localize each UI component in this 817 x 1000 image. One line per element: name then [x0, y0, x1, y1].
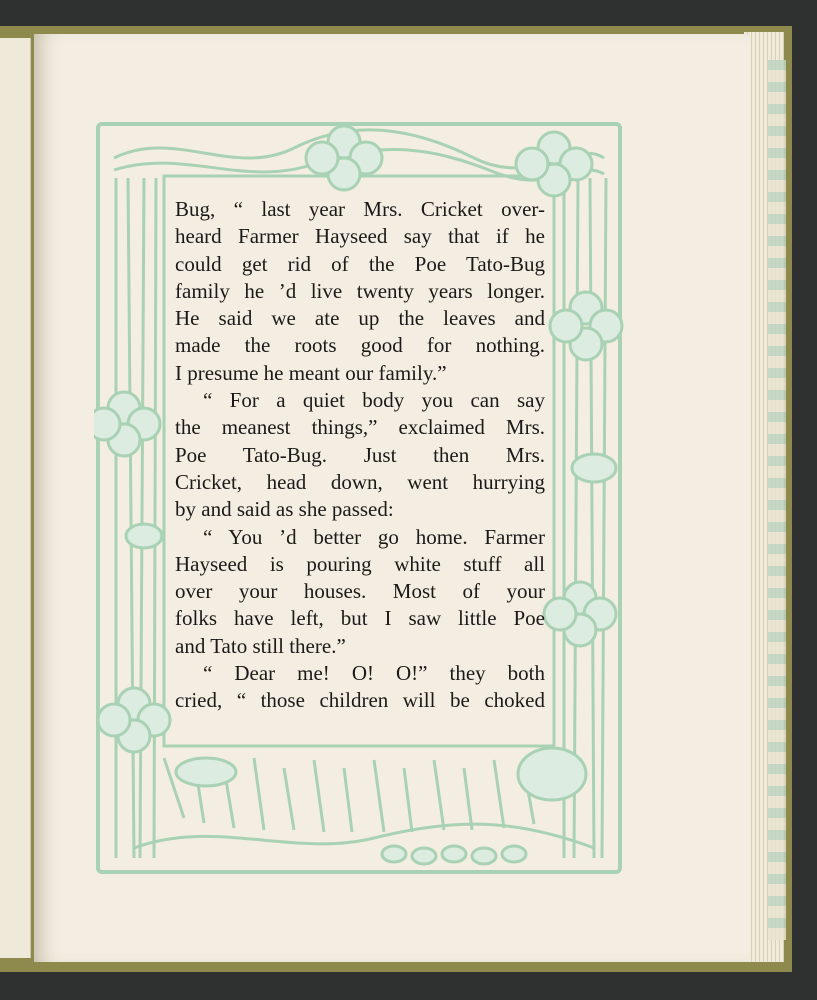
- text-line: Hayseed is pouring white stuff all: [175, 551, 545, 576]
- text-line: heard Farmer Hayseed say that if he: [175, 224, 545, 249]
- text-line: could get rid of the Poe Tato-Bug: [175, 251, 545, 276]
- cover-pattern: [768, 60, 786, 940]
- text-line: I presume he meant our family.”: [175, 360, 447, 385]
- clover-icon: [306, 126, 382, 190]
- text-line: the meanest things,” exclaimed Mrs.: [175, 415, 545, 440]
- text-line: Poe Tato-Bug. Just then Mrs.: [175, 442, 545, 467]
- text-line: over your houses. Most of your: [175, 579, 545, 604]
- page-text: [175, 196, 545, 715]
- text-line: “ For a quiet body you can say: [203, 388, 545, 413]
- text-line: Bug, “ last year Mrs. Cricket over-: [175, 197, 545, 221]
- text-line: and Tato still there.”: [175, 633, 346, 658]
- text-line: made the roots good for nothing.: [175, 333, 545, 358]
- text-line: “ You ’d better go home. Farmer: [203, 524, 545, 549]
- text-line: by and said as she passed:: [175, 497, 394, 522]
- book-page: [34, 34, 750, 962]
- frog-illustration-icon: [518, 748, 586, 800]
- text-line: He said we ate up the leaves and: [175, 306, 545, 331]
- text-line: family he ’d live twenty years longer.: [175, 278, 545, 303]
- bug-illustration-icon: [126, 524, 162, 548]
- text-line: cried, “ those children will be choked: [175, 688, 545, 713]
- text-line: Cricket, head down, went hurrying: [175, 469, 545, 494]
- text-line: “ Dear me! O! O!” they both: [203, 661, 545, 686]
- text-line: folks have left, but I saw little Poe: [175, 606, 545, 631]
- left-page-edge: [0, 38, 31, 958]
